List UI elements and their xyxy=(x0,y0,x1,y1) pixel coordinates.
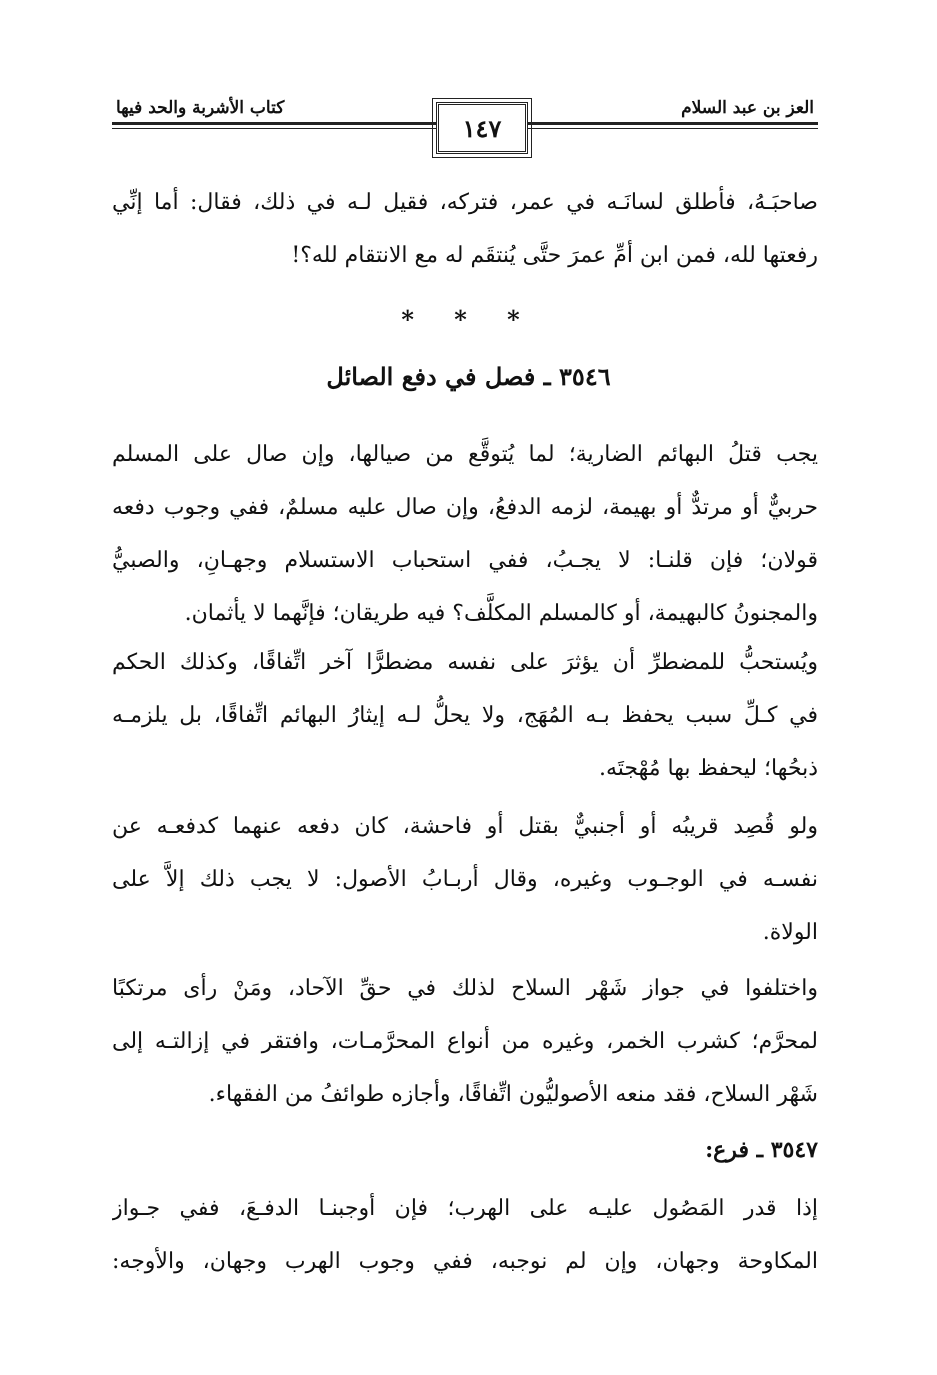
text-line: لمحرَّم؛ كشرب الخمر، وغيره من أنواع المحرَّمـات، وافتقر في إزالتـه إلى xyxy=(112,1029,818,1054)
subsection-heading: ٣٥٤٧ ـ فرع: xyxy=(705,1137,818,1163)
text-line: ذبحُها؛ ليحفظ بها مُهْجتَه. xyxy=(598,756,818,781)
page-header xyxy=(112,92,818,158)
text-line: إذا قدر المَصُول عليـه على الهرب؛ فإن أوجبنـا الدفـعَ، ففي جـواز xyxy=(112,1196,818,1221)
paragraph xyxy=(112,1182,818,1288)
text-line: يجب قتلُ البهائم الضارية؛ لما يُتوقَّع من صيالها، وإن صال على المسلم xyxy=(112,442,818,467)
section-separator: * * * xyxy=(401,305,536,334)
subsection-heading-block xyxy=(112,1124,818,1177)
text-line: المكاوحة وجهان، وإن لم نوجبه، ففي وجوب الهرب وجهان، والأوجه: xyxy=(112,1249,818,1274)
text-line: واختلفوا في جواز شَهْر السلاح لذلك في حقِّ الآحاد، ومَنْ رأى مرتكبًا xyxy=(112,976,818,1001)
paragraph xyxy=(112,962,818,1121)
text-line: حربيٌّ أو مرتدٌّ أو بهيمة، لزمه الدفعُ، وإن صال عليه مسلمٌ، ففي وجوب دفعه xyxy=(112,495,818,520)
section-heading: ٣٥٤٦ ـ فصل في دفع الصائل xyxy=(326,362,611,391)
text-line: صاحبَـهُ، فأطلق لسانَـه في عمر، فتركه، فقيل لـه في ذلك، فقال: أما إنِّي xyxy=(112,190,818,215)
page-number: ١٤٧ xyxy=(436,102,528,154)
paragraph xyxy=(112,636,818,795)
text-line: ويُستحبُّ للمضطرِّ أن يؤثرَ على نفسه مضطرًّا آخر اتِّفاقًا، وكذلك الحكم xyxy=(112,650,818,675)
text-line: نفسـه في الوجـوب وغيره، وقال أربـابُ الأصول: لا يجب ذلك إلاَّ على xyxy=(112,867,818,892)
paragraph-continuation xyxy=(112,176,818,282)
text-line: في كـلِّ سبب يحفظ بـه المُهَج، ولا يحلُّ لـه إيثارُ البهائم اتِّفاقًا، بل يلزمـه xyxy=(112,703,818,728)
text-line: شَهْر السلاح، فقد منعه الأصوليُّون اتِّفاقًا، وأجازه طوائفُ من الفقهاء. xyxy=(208,1082,818,1107)
paragraph xyxy=(112,800,818,959)
author-running-head: العز بن عبد السلام xyxy=(677,98,818,118)
text-line: الولاة. xyxy=(762,920,818,945)
text-line: قولان؛ فإن قلنـا: لا يجـبُ، ففي استحباب الاستسلام وجهـانِ، والصبيُّ xyxy=(112,548,818,573)
text-line: ولو قُصِد قريبُه أو أجنبيٌّ بقتل أو فاحشة، كان دفعه عنهما كدفعـه عن xyxy=(112,814,818,839)
paragraph xyxy=(112,428,818,640)
chapter-running-head: كتاب الأشربة والحد فيها xyxy=(112,98,288,118)
text-line: والمجنونُ كالبهيمة، أو كالمسلم المكلَّف؟ فيه طريقان؛ فإنَّهما لا يأثمان. xyxy=(184,601,818,626)
text-line: رفعتها لله، فمن ابن أمِّ عمرَ حتَّى يُنتقَم له مع الانتقام لله؟! xyxy=(291,243,818,268)
